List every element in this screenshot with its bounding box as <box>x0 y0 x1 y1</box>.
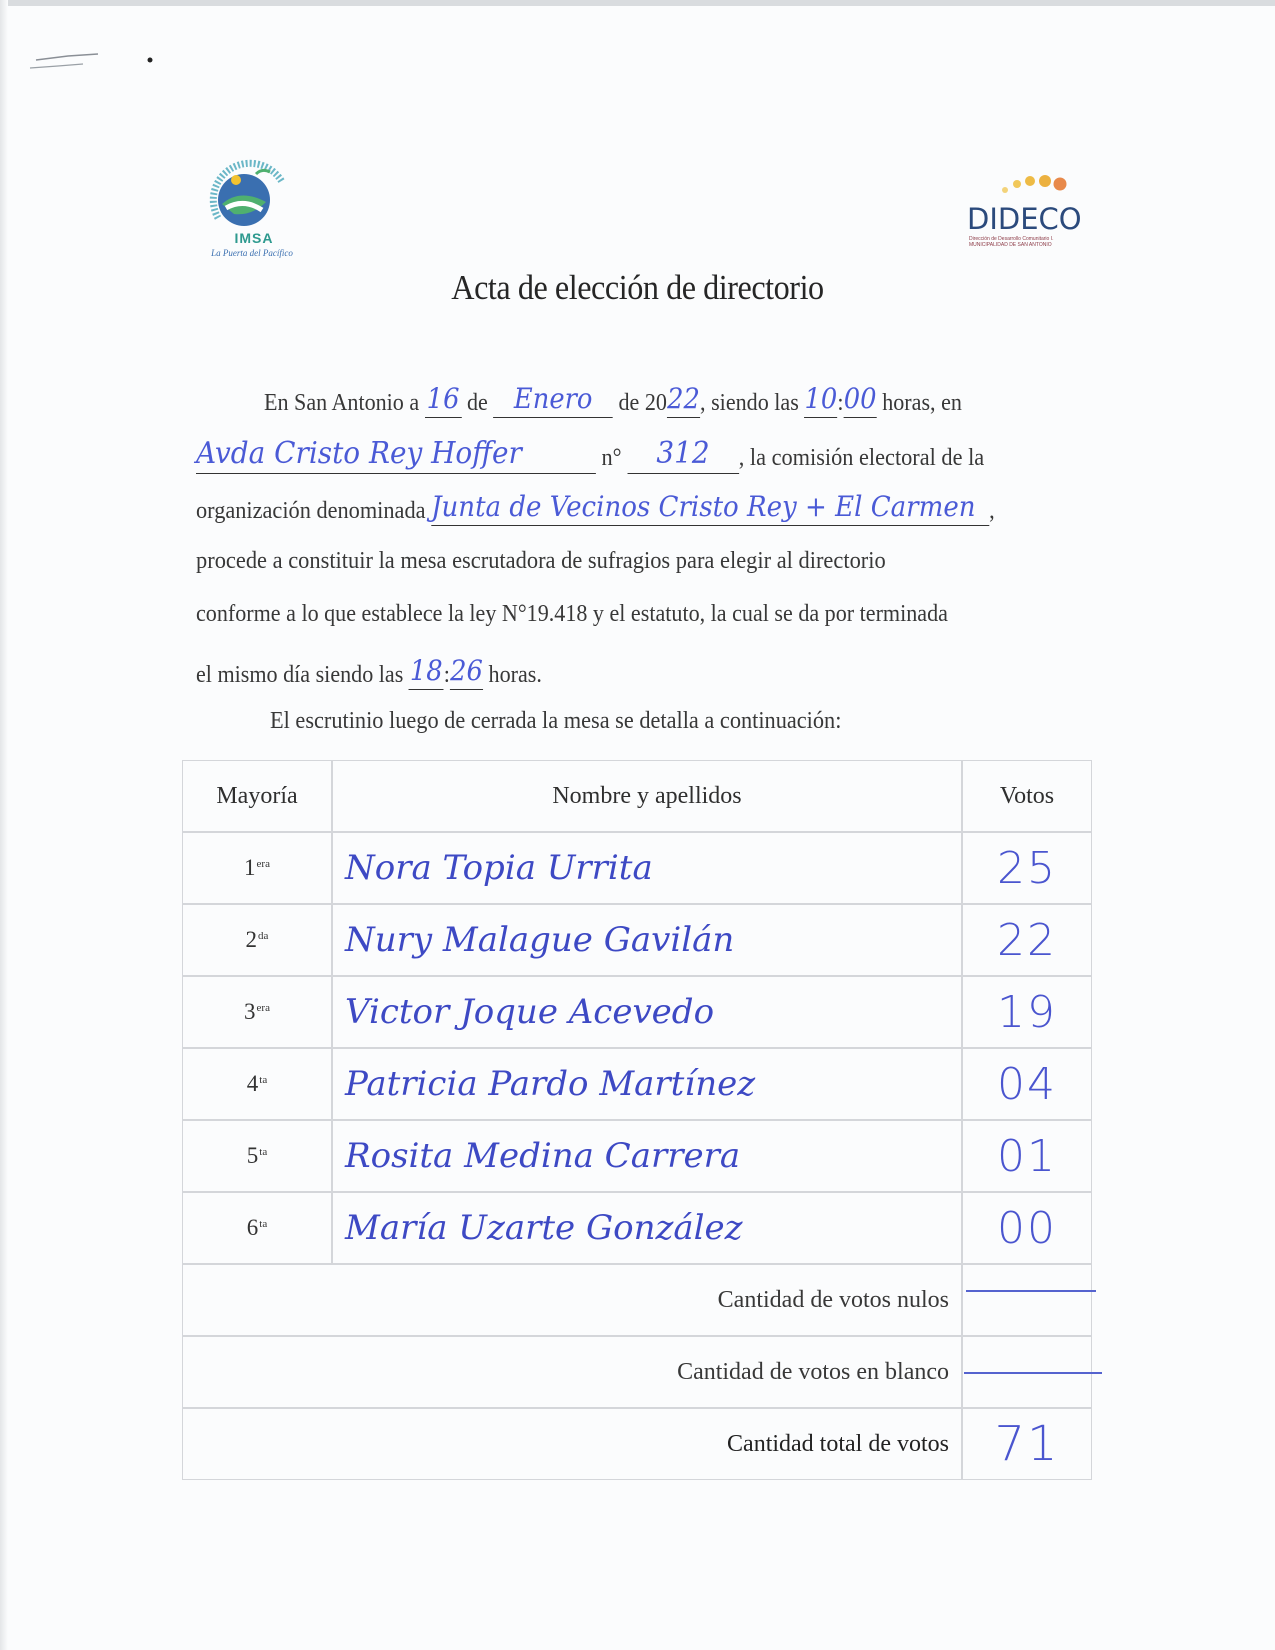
candidate-votes: 00 <box>962 1192 1092 1264</box>
rank-number: 1 <box>244 855 256 880</box>
text: n° <box>601 445 622 471</box>
intro-text: El escrutinio luego de cerrada la mesa se detalla a continuación: <box>270 708 842 734</box>
rank-suffix: era <box>256 858 270 870</box>
imsa-logo <box>196 158 308 262</box>
rank-cell <box>182 904 332 976</box>
rank-suffix: ta <box>259 1218 268 1230</box>
organization-value: Junta de Vecinos Cristo Rey + El Carmen <box>431 490 976 523</box>
text: , siendo las <box>700 390 799 416</box>
end-minute-value: 26 <box>450 654 483 687</box>
scan-edge-left <box>0 0 8 1650</box>
total-votes-label: Cantidad total de votos <box>182 1408 962 1480</box>
paragraph-line-2 <box>196 438 984 474</box>
candidate-name: Patricia Pardo Martínez <box>332 1048 962 1120</box>
blank-votes-dash <box>964 1372 1102 1374</box>
paragraph-line-5: conforme a lo que establece la ley N°19.418 y el estatuto, la cual se da por terminada <box>196 601 948 627</box>
rank-suffix: da <box>258 930 269 942</box>
candidate-votes: 25 <box>962 832 1092 904</box>
candidate-name: Nury Malague Gavilán <box>332 904 962 976</box>
rank-number: 2 <box>245 927 258 952</box>
end-hour-field <box>409 656 444 690</box>
candidate-votes: 19 <box>962 976 1092 1048</box>
text: organización denominada <box>196 498 426 524</box>
null-votes-value <box>962 1264 1092 1336</box>
blank-votes-label: Cantidad de votos en blanco <box>182 1336 962 1408</box>
imsa-tagline: La Puerta del Pacífico <box>211 248 293 258</box>
text: , <box>989 498 995 524</box>
rank-number: 3 <box>244 999 256 1024</box>
start-hour-value: 10 <box>804 382 838 415</box>
null-votes-label: Cantidad de votos nulos <box>182 1264 962 1336</box>
paragraph-line-6 <box>196 656 542 690</box>
header-rank: Mayoría <box>182 760 332 832</box>
month-field <box>493 384 613 418</box>
candidate-votes: 04 <box>962 1048 1092 1120</box>
rank-cell <box>182 1120 332 1192</box>
candidate-votes: 01 <box>962 1120 1092 1192</box>
start-hour-field <box>804 384 837 418</box>
header-name: Nombre y apellidos <box>332 760 962 832</box>
street-number-field <box>627 438 739 474</box>
day-value: 16 <box>426 382 460 415</box>
paragraph-line-1 <box>264 384 962 418</box>
candidate-votes: 22 <box>962 904 1092 976</box>
rank-cell <box>182 1192 332 1264</box>
text: de <box>467 390 488 416</box>
candidate-name: María Uzarte González <box>332 1192 962 1264</box>
rank-number: 4 <box>246 1071 259 1096</box>
null-votes-dash <box>966 1290 1096 1292</box>
year-value: 22 <box>667 382 700 415</box>
dideco-logo <box>965 172 1087 252</box>
month-value: Enero <box>513 382 593 415</box>
street-number-value: 312 <box>656 436 710 471</box>
paragraph-line-4: procede a constituir la mesa escrutadora de sufragios para elegir al directorio <box>196 548 886 574</box>
colon: : <box>443 662 450 688</box>
start-minute-value: 00 <box>843 382 877 415</box>
organization-field <box>431 492 989 526</box>
page-title: Acta de elección de directorio <box>451 268 824 307</box>
candidate-name: Victor Joque Acevedo <box>332 976 962 1048</box>
candidate-name: Rosita Medina Carrera <box>332 1120 962 1192</box>
text: , la comisión electoral de la <box>738 445 985 471</box>
text: horas, en <box>882 390 962 416</box>
end-hour-value: 18 <box>409 654 443 687</box>
rank-cell <box>182 832 332 904</box>
colon: : <box>837 390 844 416</box>
end-minute-field <box>450 656 483 690</box>
total-votes-value: 71 <box>962 1408 1092 1480</box>
rank-cell <box>182 1048 332 1120</box>
rank-cell <box>182 976 332 1048</box>
paragraph-line-3 <box>196 492 995 526</box>
rank-number: 6 <box>246 1215 259 1240</box>
text: de 20 <box>618 390 667 416</box>
dideco-name: DIDECO <box>967 202 1082 236</box>
text: horas. <box>488 662 542 688</box>
rank-suffix: era <box>256 1002 270 1014</box>
scan-specks <box>28 40 158 70</box>
imsa-name: IMSA <box>234 230 274 246</box>
street-value: Avda Cristo Rey Hoffer <box>196 436 522 471</box>
year-field <box>667 384 700 418</box>
street-field <box>196 438 596 474</box>
header-votes: Votos <box>962 760 1092 832</box>
rank-number: 5 <box>246 1143 259 1168</box>
dideco-subtitle: Dirección de Desarrollo Comunitario I. MUNICIPALIDAD DE SAN ANTONIO <box>969 236 1054 248</box>
day-field <box>425 384 462 418</box>
candidate-name: Nora Topia Urrita <box>332 832 962 904</box>
text: el mismo día siendo las <box>196 662 404 688</box>
text: En San Antonio a <box>264 390 420 416</box>
rank-suffix: ta <box>259 1146 268 1158</box>
rank-suffix: ta <box>259 1074 268 1086</box>
start-minute-field <box>844 384 877 418</box>
scan-edge-top <box>0 0 1275 6</box>
